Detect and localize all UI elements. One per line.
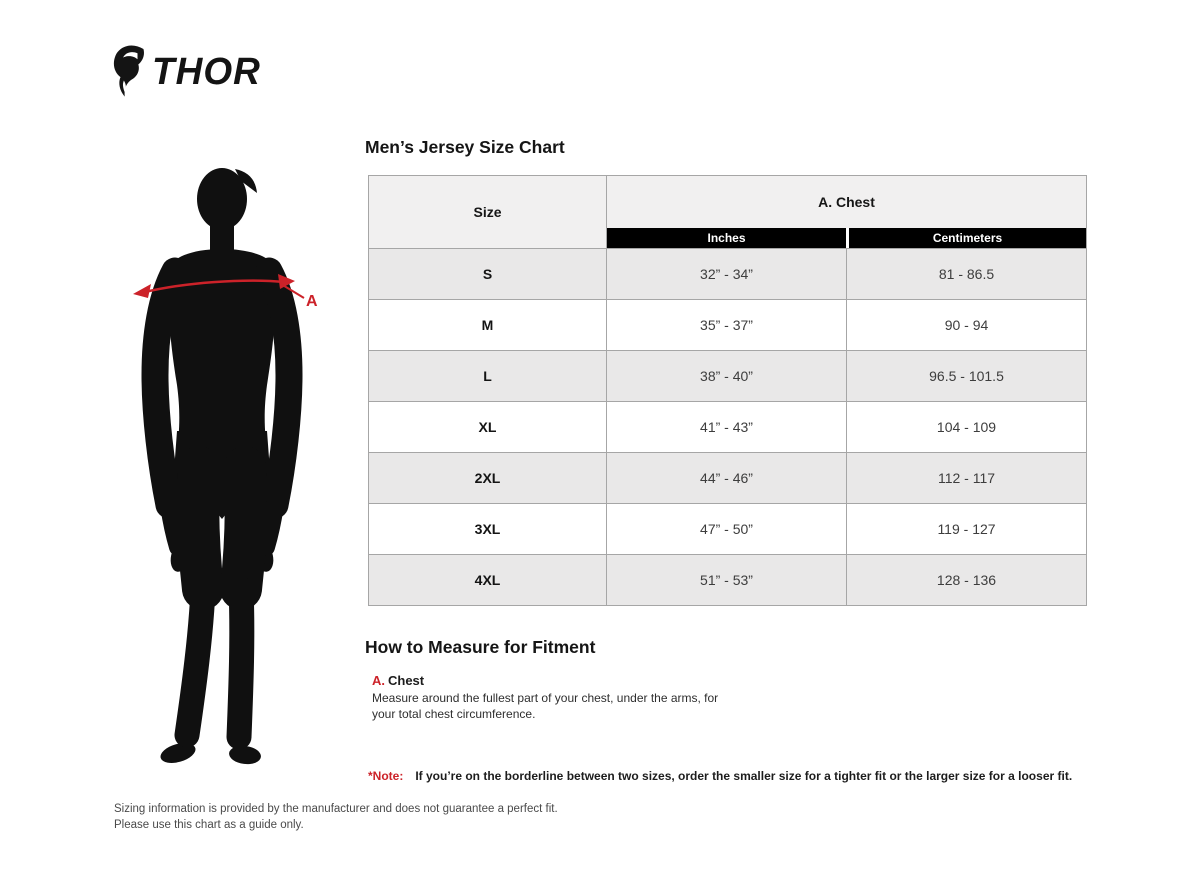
column-header-size: Size	[369, 176, 606, 248]
centimeters-cell: 81 - 86.5	[846, 249, 1086, 299]
size-cell: M	[481, 317, 494, 333]
sizing-note	[368, 769, 1072, 783]
table-row	[369, 401, 1086, 452]
disclaimer-line-2: Please use this chart as a guide only.	[114, 819, 304, 832]
measurement-figure	[123, 165, 333, 777]
inches-cell: 35” - 37”	[606, 300, 846, 350]
thor-wordmark: THOR	[152, 50, 261, 93]
male-silhouette-figure	[123, 165, 333, 777]
table-row	[369, 350, 1086, 401]
inches-cell: 32” - 34”	[606, 249, 846, 299]
size-cell: 3XL	[474, 521, 501, 537]
inches-cell: 38” - 40”	[606, 351, 846, 401]
size-chart-table	[368, 175, 1087, 606]
inches-cell: 47” - 50”	[606, 504, 846, 554]
manufacturer-disclaimer	[114, 801, 558, 834]
centimeters-cell: 96.5 - 101.5	[846, 351, 1086, 401]
how-to-measure-title: How to Measure for Fitment	[365, 637, 596, 657]
note-text: If you’re on the borderline between two sizes, order the smaller size for a tighter fit or the larger size for a looser fit.	[415, 769, 1073, 783]
measure-item-letter: A.	[372, 673, 385, 688]
inches-cell: 44” - 46”	[606, 453, 846, 503]
size-cell: XL	[478, 419, 497, 435]
centimeters-cell: 112 - 117	[846, 453, 1086, 503]
centimeters-cell: 104 - 109	[846, 402, 1086, 452]
inches-cell: 51” - 53”	[606, 555, 846, 605]
note-label: *Note:	[368, 769, 404, 783]
table-row	[369, 503, 1086, 554]
table-row	[369, 248, 1086, 299]
size-chart-title: Men’s Jersey Size Chart	[365, 137, 565, 157]
disclaimer-line-1: Sizing information is provided by the manufacturer and does not guarantee a perfect fit.	[114, 803, 558, 815]
measure-item-chest	[372, 673, 424, 688]
table-header	[369, 176, 1086, 248]
thor-logo	[112, 42, 261, 102]
measurement-label-a: A	[306, 293, 318, 310]
table-row	[369, 452, 1086, 503]
column-header-chest: A. Chest	[606, 176, 1086, 228]
subheader-centimeters: Centimeters	[846, 228, 1086, 248]
size-cell: 2XL	[474, 470, 501, 486]
size-cell: L	[483, 368, 492, 384]
centimeters-cell: 128 - 136	[846, 555, 1086, 605]
subheader-inches: Inches	[606, 228, 846, 248]
measure-item-description: Measure around the fullest part of your chest, under the arms, for your total chest circumference.	[372, 691, 719, 721]
table-row	[369, 299, 1086, 350]
table-row	[369, 554, 1086, 605]
centimeters-cell: 90 - 94	[846, 300, 1086, 350]
size-cell: S	[482, 266, 493, 282]
measure-item-name: Chest	[388, 673, 425, 688]
size-cell: 4XL	[474, 572, 501, 588]
inches-cell: 41” - 43”	[606, 402, 846, 452]
thor-goat-icon	[112, 42, 146, 102]
centimeters-cell: 119 - 127	[846, 504, 1086, 554]
